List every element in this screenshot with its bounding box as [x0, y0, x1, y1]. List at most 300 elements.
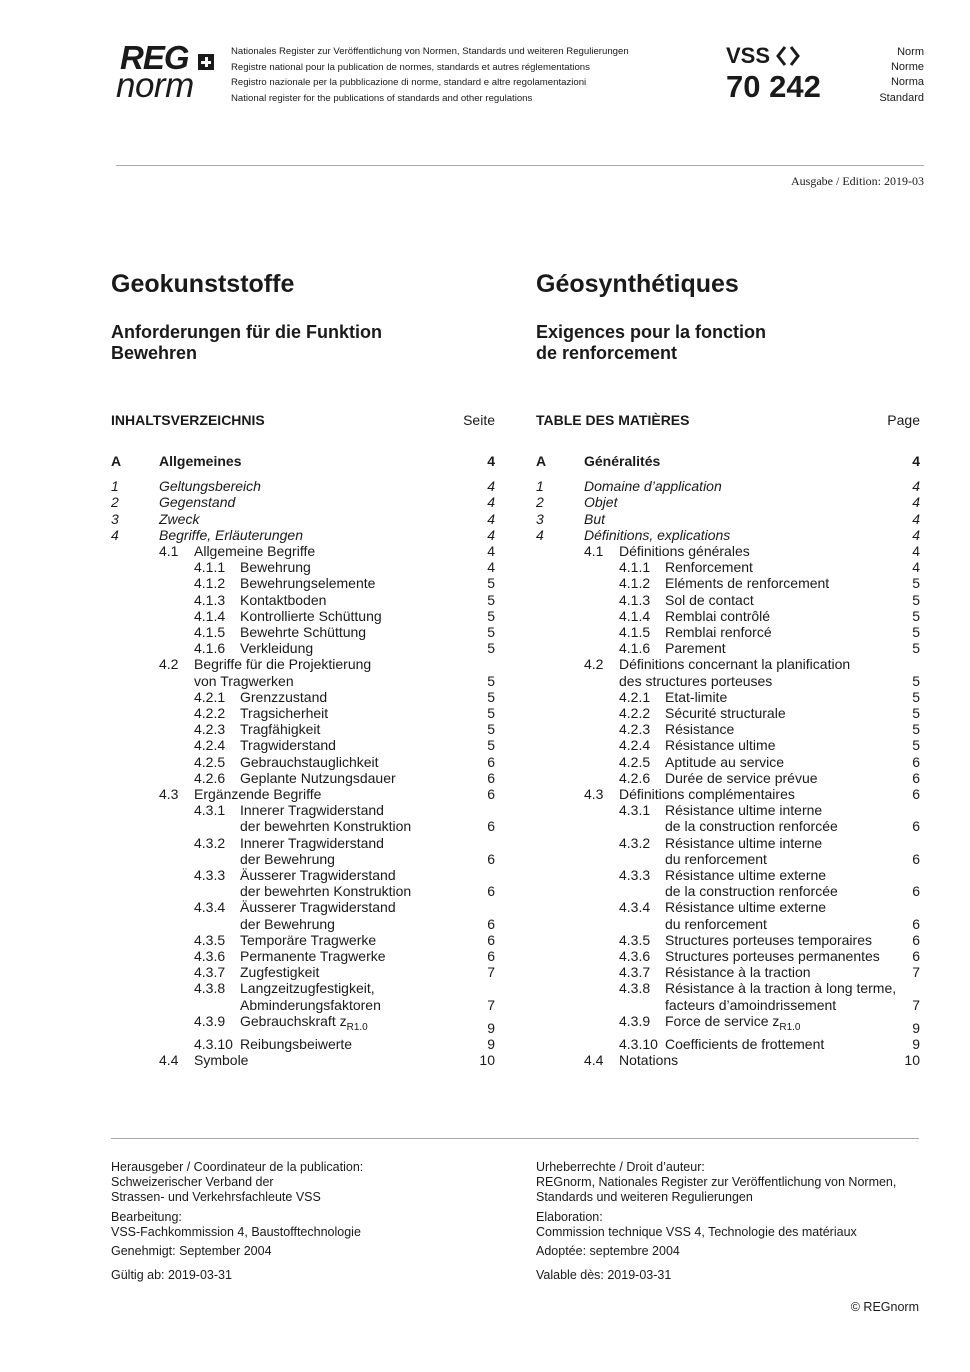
toc-entry-page: 5: [487, 624, 495, 641]
toc-entry-number: 4.3.6: [619, 948, 651, 965]
toc-entry-number: 4.3.8: [194, 980, 226, 997]
elaboration-label: Elaboration:: [536, 1210, 603, 1224]
toc-entry-page: 5: [912, 607, 920, 624]
toc-entry-title: Définitions générales: [619, 543, 750, 559]
toc-de: [111, 412, 495, 1068]
toc-entry-title: Sol de contact: [665, 591, 754, 608]
toc-entry: [536, 527, 920, 543]
toc-entry-number: 4.3.5: [619, 931, 651, 948]
toc-entry-page: 7: [912, 964, 920, 981]
toc-entry-number: 3: [536, 510, 544, 527]
toc-entry-number: 4: [111, 526, 119, 543]
subtitle-fr-line-2: de renforcement: [536, 343, 678, 363]
editing-label: Bearbeitung:: [111, 1210, 182, 1224]
toc-entry-page: 6: [912, 883, 920, 900]
toc-entry-title: Äusserer Tragwiderstand: [240, 867, 396, 884]
toc-entry-title: Bewehrung: [240, 559, 311, 576]
toc-entry-number: 4.3.3: [619, 867, 651, 884]
toc-entry: [536, 786, 920, 802]
toc-entry-number: 1: [111, 478, 119, 495]
toc-entry-number: 2: [111, 494, 119, 511]
toc-entry-page: 6: [487, 883, 495, 900]
swiss-cross-icon: [198, 54, 214, 70]
toc-entry: [111, 689, 495, 705]
toc-entry-title: Innerer Tragwiderstand: [240, 802, 384, 819]
toc-entry: [111, 527, 495, 543]
toc-entry-title: Durée de service prévue: [665, 769, 818, 786]
logo-reg-text: REG: [120, 39, 189, 76]
toc-entry-title: Verkleidung: [240, 640, 314, 657]
subtitle-de-line-2: Bewehren: [111, 343, 198, 363]
toc-entry-title: Gebrauchstauglichkeit: [240, 753, 379, 770]
toc-entry-number: 4.3.2: [619, 834, 651, 851]
toc-entry-title: Begriffe, Erläuterungen: [159, 526, 303, 543]
register-line-en: National register for the publications of standards and other regulations: [231, 92, 533, 104]
toc-fr-items: [536, 453, 920, 1068]
footer-right: [536, 1160, 926, 1288]
toc-entry-number: 4.2.3: [194, 721, 226, 738]
footer-divider: [111, 1138, 919, 1139]
toc-entry-number: 4.1.6: [619, 640, 651, 657]
toc-entry: [536, 494, 920, 510]
register-line-de: Nationales Register zur Veröffentlichung von Normen, Standards und weiteren Regulierungen: [231, 46, 629, 57]
toc-entry-title: Ergänzende Begriffe: [194, 786, 322, 803]
toc-entry-title: Langzeitzugfestigkeit,: [240, 980, 375, 997]
toc-entry-number: 4.3.7: [194, 964, 226, 981]
toc-entry-title: der Bewehrung: [240, 850, 335, 867]
toc-entry-title: der Bewehrung: [240, 915, 335, 932]
toc-entry-title: Kontaktboden: [240, 591, 327, 608]
toc-entry-number: 4.2.4: [619, 737, 651, 754]
toc-entry-number: A: [536, 453, 547, 469]
toc-entry-page: 6: [487, 818, 495, 835]
toc-entry: [536, 802, 920, 834]
toc-entry-title: Résistance ultime interne: [665, 834, 823, 851]
toc-entry: [536, 948, 920, 964]
standard-number: 70 242: [726, 69, 821, 104]
toc-entry: [536, 980, 920, 1012]
toc-entry: [111, 737, 495, 753]
valid-from-fr: Valable dès: 2019-03-31: [536, 1268, 672, 1282]
toc-entry-page: 7: [912, 996, 920, 1013]
toc-entry-title: Allgemeines: [159, 453, 242, 469]
toc-entry-page: 4: [487, 526, 495, 543]
toc-entry: [111, 559, 495, 575]
toc-entry-title: Aptitude au service: [665, 753, 785, 770]
toc-entry-number: 4: [536, 526, 544, 543]
toc-entry-number: 4.3.5: [194, 931, 226, 948]
toc-entry-title: Äusserer Tragwiderstand: [240, 899, 396, 916]
toc-entry: [111, 592, 495, 608]
toc-entry: [111, 754, 495, 770]
toc-entry: [111, 802, 495, 834]
toc-entry: [536, 608, 920, 624]
logo-norm-text: norm: [116, 66, 194, 105]
toc-entry-page: 6: [487, 850, 495, 867]
toc-entry: [536, 932, 920, 948]
vss-brand: VSS: [726, 43, 771, 68]
toc-entry-page: 6: [487, 769, 495, 786]
toc-entry-page: 5: [487, 672, 495, 689]
toc-entry-page: 6: [912, 786, 920, 803]
toc-entry-number: 4.3.1: [194, 802, 226, 819]
toc-entry: [536, 559, 920, 575]
toc-entry-number: 4.1.6: [194, 640, 226, 657]
toc-entry-title: Généralités: [584, 453, 661, 469]
toc-entry-number: 2: [536, 494, 544, 511]
toc-entry: [111, 656, 495, 688]
subtitle-de-line-1: Anforderungen für die Funktion: [111, 322, 382, 342]
toc-entry-number: 4.1.4: [194, 607, 226, 624]
toc-entry-page: 6: [912, 769, 920, 786]
toc-entry-title: Grenzzustand: [240, 688, 328, 705]
toc-entry-page: 6: [487, 931, 495, 948]
toc-entry-number: 4.1.5: [619, 624, 651, 641]
toc-entry: [111, 608, 495, 624]
edition-label: Ausgabe / Edition: 2019-03: [791, 174, 924, 188]
toc-entry-page: 6: [487, 915, 495, 932]
toc-entry-title: Abminderungsfaktoren: [240, 996, 381, 1013]
title-de: Geokunststoffe: [111, 270, 295, 298]
toc-entry-title: Notations: [619, 1052, 679, 1069]
toc-entry-title: Résistance ultime externe: [665, 867, 827, 884]
toc-entry: [111, 640, 495, 656]
toc-entry-page: 6: [912, 931, 920, 948]
toc-entry-page: 9: [487, 1019, 495, 1036]
editing-block: [111, 1210, 501, 1240]
toc-entry-title: Résistance ultime interne: [665, 802, 823, 819]
toc-entry-page: 5: [912, 575, 920, 592]
toc-entry-page: 4: [912, 494, 920, 511]
toc-entry-title: Symbole: [194, 1052, 249, 1069]
toc-entry-page: 10: [479, 1052, 495, 1069]
toc-entry-page: 5: [912, 624, 920, 641]
toc-entry-title: Gebrauchskraft $z_{R1.0}$: [240, 1012, 368, 1033]
toc-entry-title: des structures porteuses: [619, 672, 773, 689]
toc-entry-title: Remblai contrôlé: [665, 607, 771, 624]
toc-entry-number: 4.2.1: [619, 688, 651, 705]
toc-entry-number: 4.3.10: [619, 1035, 658, 1052]
toc-entry-page: 9: [487, 1035, 495, 1052]
toc-entry-page: 5: [487, 575, 495, 592]
toc-entry: [111, 1013, 495, 1036]
toc-entry-title: Sécurité structurale: [665, 705, 786, 722]
toc-entry-number: 4.2.6: [619, 769, 651, 786]
toc-entry: [536, 721, 920, 737]
toc-entry: [536, 624, 920, 640]
toc-entry-title: Eléments de renforcement: [665, 575, 830, 592]
toc-entry-title: Définitions complémentaires: [619, 786, 795, 803]
title-fr: Géosynthétiques: [536, 270, 739, 298]
toc-entry-page: 5: [487, 705, 495, 722]
toc-entry-title: Objet: [584, 494, 618, 511]
toc-entry-number: 4.1.1: [194, 559, 226, 576]
toc-entry-page: 6: [487, 948, 495, 965]
toc-entry: [536, 478, 920, 494]
toc-entry: [536, 689, 920, 705]
register-line-it: Registro nazionale per la pubblicazione di norme, standard e altre regolamentazioni: [231, 77, 587, 88]
toc-entry-title: de la construction renforcée: [665, 883, 838, 900]
toc-entry-page: 6: [912, 915, 920, 932]
toc-entry-title: Gegenstand: [159, 494, 236, 511]
toc-entry-title: Coefficients de frottement: [665, 1035, 825, 1052]
toc-entry: [111, 575, 495, 591]
toc-entry: [111, 478, 495, 494]
toc-entry-page: 4: [487, 494, 495, 511]
toc-entry: [536, 1036, 920, 1052]
toc-entry-page: 5: [912, 705, 920, 722]
toc-entry-number: 4.3.9: [194, 1012, 226, 1029]
header-divider: [116, 165, 924, 166]
toc-entry-number: 4.3.4: [619, 899, 651, 916]
toc-entry-page: 4: [912, 526, 920, 543]
toc-entry: [536, 453, 920, 469]
toc-entry-page: 7: [487, 964, 495, 981]
footer-left: [111, 1160, 501, 1288]
toc-entry-title: Permanente Tragwerke: [240, 948, 386, 965]
toc-entry: [536, 835, 920, 867]
toc-fr: [536, 412, 920, 1068]
toc-entry-title: Renforcement: [665, 559, 753, 576]
toc-entry-page: 6: [912, 818, 920, 835]
toc-entry: [536, 899, 920, 931]
toc-entry-number: 4.3.7: [619, 964, 651, 981]
toc-entry: [111, 786, 495, 802]
toc-entry-title: Tragwiderstand: [240, 737, 336, 754]
toc-entry: [111, 948, 495, 964]
toc-entry-title: Domaine d’application: [584, 478, 722, 495]
toc-entry-title: Structures porteuses permanentes: [665, 948, 880, 965]
toc-entry-number: 4.1: [159, 543, 179, 559]
toc-entry-number: 4.1.3: [619, 591, 651, 608]
toc-entry-number: 4.4: [159, 1052, 179, 1069]
toc-entry-number: 4.3: [584, 786, 604, 803]
toc-entry-title: Résistance ultime: [665, 737, 776, 754]
toc-entry-page: 4: [912, 543, 920, 559]
toc-entry: [111, 721, 495, 737]
copyright-block: [536, 1160, 926, 1205]
toc-entry-page: 4: [487, 453, 495, 470]
toc-entry-title: Structures porteuses temporaires: [665, 931, 872, 948]
subtitle-fr-line-1: Exigences pour la fonction: [536, 322, 767, 342]
toc-entry-number: 4.2: [159, 656, 179, 673]
register-description: [231, 44, 629, 106]
toc-entry: [111, 624, 495, 640]
toc-entry: [111, 867, 495, 899]
toc-entry: [111, 770, 495, 786]
norm-type-it: Norma: [890, 76, 924, 89]
toc-entry-page: 5: [487, 737, 495, 754]
toc-entry: [536, 575, 920, 591]
copyright-holder-2: Standards und weiteren Regulierungen: [536, 1190, 753, 1204]
toc-entry-number: 4.1.4: [619, 607, 651, 624]
toc-entry: [536, 867, 920, 899]
valid-from-de: Gültig ab: 2019-03-31: [111, 1268, 232, 1282]
toc-entry-number: 4.3.3: [194, 867, 226, 884]
elaboration-committee: Commission technique VSS 4, Technologie des matériaux: [536, 1225, 857, 1239]
toc-entry-page: 5: [912, 591, 920, 608]
toc-entry-title: Parement: [665, 640, 726, 657]
toc-entry-title: Remblai renforcé: [665, 624, 772, 641]
toc-entry-page: 6: [487, 786, 495, 803]
toc-entry-page: 5: [912, 640, 920, 657]
toc-entry-number: 4.3: [159, 786, 179, 803]
toc-entry-page: 5: [912, 672, 920, 689]
toc-entry-page: 6: [912, 850, 920, 867]
toc-entry-title: Résistance ultime externe: [665, 899, 827, 916]
toc-entry-title: Innerer Tragwiderstand: [240, 834, 384, 851]
publisher-label: Herausgeber / Coordinateur de la publication:: [111, 1160, 364, 1174]
publisher-block: [111, 1160, 501, 1205]
toc-entry-title: Tragfähigkeit: [240, 721, 321, 738]
toc-fr-page-label: Page: [887, 412, 920, 428]
toc-de-page-label: Seite: [463, 412, 495, 428]
publisher-name-1: Schweizerischer Verband der: [111, 1175, 274, 1189]
toc-entry-title: Zugfestigkeit: [240, 964, 320, 981]
toc-entry-number: A: [111, 453, 122, 469]
toc-entry-number: 4.2.6: [194, 769, 226, 786]
toc-entry-number: 4.3.10: [194, 1035, 233, 1052]
approved-de: Genehmigt: September 2004: [111, 1244, 272, 1258]
toc-entry-number: 4.3.4: [194, 899, 226, 916]
toc-de-items: [111, 453, 495, 1068]
toc-entry-number: 4.2.5: [194, 753, 226, 770]
toc-entry-title: Reibungsbeiwerte: [240, 1035, 353, 1052]
toc-entry-title: du renforcement: [665, 850, 767, 867]
copyright-holder-1: REGnorm, Nationales Register zur Veröffentlichung von Normen,: [536, 1175, 897, 1189]
toc-entry-title: Tragsicherheit: [240, 705, 329, 722]
toc-entry-number: 4.3.6: [194, 948, 226, 965]
toc-entry-number: 4.2.2: [194, 705, 226, 722]
norm-type-de: Norm: [897, 46, 924, 58]
toc-entry-number: 4.3.1: [619, 802, 651, 819]
toc-entry-page: 6: [912, 753, 920, 770]
toc-entry-number: 4.2.2: [619, 705, 651, 722]
toc-entry-number: 4.1.3: [194, 591, 226, 608]
toc-entry-page: 4: [487, 478, 495, 495]
toc-entry: [111, 899, 495, 931]
toc-entry-title: Bewehrte Schüttung: [240, 624, 367, 641]
toc-entry-title: de la construction renforcée: [665, 818, 838, 835]
toc-entry-title: Définitions concernant la planification: [619, 656, 851, 673]
toc-entry-page: 6: [912, 948, 920, 965]
toc-entry-title: Résistance à la traction: [665, 964, 811, 981]
toc-entry-page: 4: [487, 559, 495, 576]
vss-arrows-icon: [776, 45, 802, 67]
toc-entry-title: facteurs d’amoindrissement: [665, 996, 837, 1013]
publisher-name-2: Strassen- und Verkehrsfachleute VSS: [111, 1190, 321, 1204]
toc-entry: [536, 592, 920, 608]
toc-entry-page: 7: [487, 996, 495, 1013]
norm-type-en: Standard: [879, 91, 924, 104]
toc-entry-number: 4.1: [584, 543, 604, 559]
toc-entry: [111, 494, 495, 510]
toc-entry-title: du renforcement: [665, 915, 767, 932]
toc-entry: [536, 705, 920, 721]
toc-entry-title: Définitions, explications: [584, 526, 731, 543]
toc-entry: [111, 453, 495, 469]
register-line-fr: Registre national pour la publication de normes, standards et autres réglementations: [231, 61, 590, 73]
toc-entry-page: 5: [487, 607, 495, 624]
toc-entry-page: 5: [487, 688, 495, 705]
toc-entry-title: Geplante Nutzungsdauer: [240, 769, 396, 786]
toc-entry-page: 5: [912, 737, 920, 754]
toc-entry-page: 5: [487, 721, 495, 738]
toc-entry: [536, 511, 920, 527]
toc-entry: [111, 932, 495, 948]
toc-entry: [111, 835, 495, 867]
toc-entry-number: 4.3.2: [194, 834, 226, 851]
toc-fr-header: [536, 412, 920, 434]
toc-entry-page: 4: [912, 478, 920, 495]
toc-entry-title: Résistance: [665, 721, 735, 738]
toc-entry-title: Etat-limite: [665, 688, 728, 705]
toc-entry-number: 4.1.2: [619, 575, 651, 592]
toc-de-heading: INHALTSVERZEICHNIS: [111, 412, 265, 428]
toc-entry: [536, 1013, 920, 1036]
toc-entry-page: 4: [912, 559, 920, 576]
toc-entry-number: 4.1.1: [619, 559, 651, 576]
toc-entry-page: 6: [487, 753, 495, 770]
toc-entry: [536, 770, 920, 786]
norm-type-fr: Norme: [890, 61, 924, 74]
toc-entry: [536, 1052, 920, 1068]
toc-entry-number: 4.4: [584, 1052, 604, 1069]
toc-entry-title: Temporäre Tragwerke: [240, 931, 377, 948]
toc-entry: [111, 980, 495, 1012]
toc-entry-title: Bewehrungselemente: [240, 575, 376, 592]
toc-entry-title: Résistance à la traction à long terme,: [665, 980, 897, 997]
approved-fr: Adoptée: septembre 2004: [536, 1244, 680, 1258]
toc-entry: [536, 656, 920, 688]
toc-entry-number: 4.1.2: [194, 575, 226, 592]
toc-entry-title: Force de service $z_{R1.0}$: [665, 1012, 801, 1033]
toc-entry-page: 4: [912, 453, 920, 470]
toc-entry-title: Begriffe für die Projektierung: [194, 656, 372, 673]
toc-entry-number: 4.2.5: [619, 753, 651, 770]
toc-entry-title: von Tragwerken: [194, 672, 294, 689]
toc-entry: [111, 1036, 495, 1052]
toc-entry-number: 1: [536, 478, 544, 495]
copyright-notice: © REGnorm: [850, 1300, 919, 1314]
norm-type-labels: [879, 45, 924, 106]
toc-entry-title: Allgemeine Begriffe: [194, 543, 316, 559]
toc-entry-number: 3: [111, 510, 119, 527]
toc-entry-title: Kontrollierte Schüttung: [240, 607, 382, 624]
elaboration-block: [536, 1210, 926, 1240]
toc-entry: [536, 754, 920, 770]
toc-entry: [111, 543, 495, 559]
toc-entry-number: 4.2: [584, 656, 604, 673]
toc-entry: [536, 640, 920, 656]
toc-entry: [111, 705, 495, 721]
toc-entry-page: 10: [904, 1052, 920, 1069]
toc-entry-title: Zweck: [159, 510, 200, 527]
toc-entry: [536, 543, 920, 559]
toc-entry: [536, 964, 920, 980]
toc-entry-title: der bewehrten Konstruktion: [240, 818, 412, 835]
toc-entry-page: 9: [912, 1035, 920, 1052]
toc-fr-heading: TABLE DES MATIÈRES: [536, 412, 690, 428]
toc-entry: [111, 1052, 495, 1068]
toc-entry-page: 5: [487, 640, 495, 657]
toc-entry-page: 4: [912, 510, 920, 527]
toc-entry-number: 4.3.8: [619, 980, 651, 997]
toc-entry-page: 5: [912, 721, 920, 738]
toc-entry: [111, 511, 495, 527]
toc-entry-page: 9: [912, 1019, 920, 1036]
toc-entry-number: 4.2.3: [619, 721, 651, 738]
